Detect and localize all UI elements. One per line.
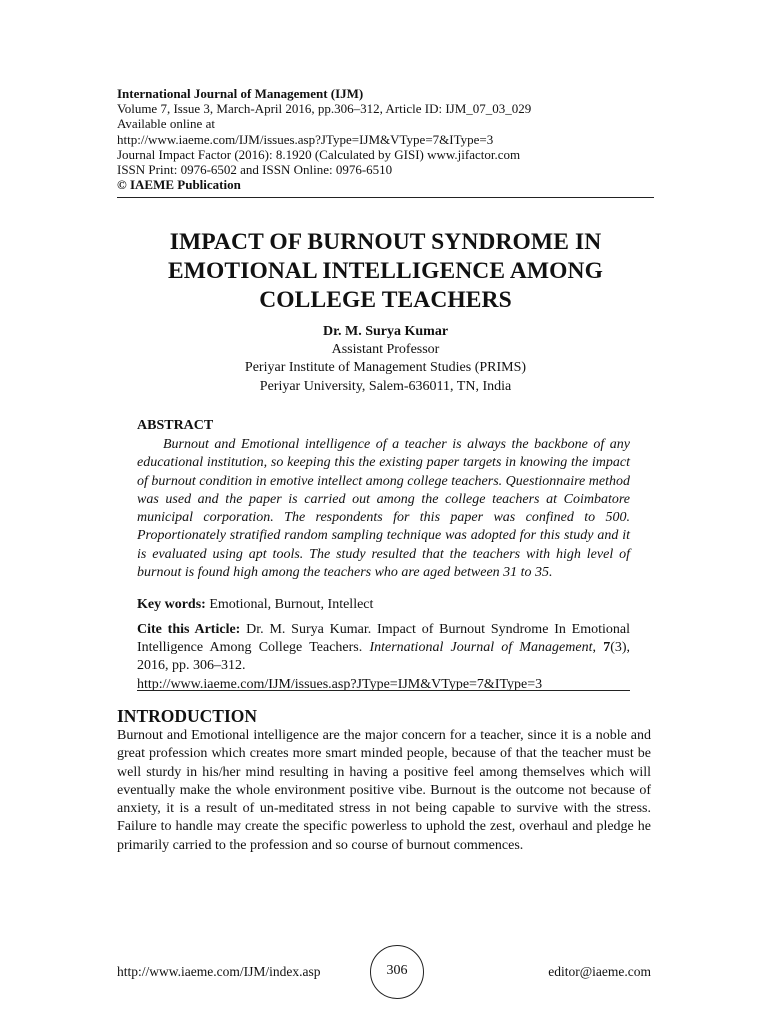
footer-email[interactable]: editor@iaeme.com (548, 964, 651, 979)
cite-url[interactable]: http://www.iaeme.com/IJM/issues.asp?JType=IJM&VType=7&IType=3 (137, 676, 543, 692)
cite-rest: (3), 2016, pp. 306–312. (137, 640, 631, 674)
cite-text: Dr. M. Surya Kumar. Impact of Burnout Syndrome In Emotional Intelligence Among College Teachers. (137, 622, 630, 656)
impact-factor: Journal Impact Factor (2016): 8.1920 (Calculated by GISI) www.jifactor.com (117, 146, 521, 162)
citation: Cite this Article: Dr. M. Surya Kumar. Impact of Burnout Syndrome In Emotional Intelligence Among College Teachers. International Journal of Management, 7(3), 2016, pp. 306–312. http://www.iaeme.com/IJM/issues.asp?JType=IJM&VType=7&IType=3 (137, 621, 630, 694)
journal-name: International Journal of Management (IJM) (117, 86, 364, 101)
cite-volume: 7 (603, 640, 611, 656)
cite-journal: International Journal of Management (369, 640, 593, 656)
cite-label: Cite this Article: (137, 622, 241, 637)
author-institute: Periyar Institute of Management Studies (PRIMS) (244, 360, 527, 376)
author-block (117, 323, 654, 396)
title-line: EMOTIONAL INTELLIGENCE AMONG (167, 258, 603, 284)
author-name: Dr. M. Surya Kumar (322, 324, 449, 339)
header-divider (117, 197, 654, 198)
footer-url[interactable]: http://www.iaeme.com/IJM/index.asp (117, 964, 321, 979)
title-line: IMPACT OF BURNOUT SYNDROME IN (169, 229, 602, 255)
journal-header (117, 86, 657, 192)
introduction-text: Burnout and Emotional intelligence are the major concern for a teacher, since it is a noble and great profession which creates more smart minded people, because of that the teacher must be well sturdy in his/her mind resulting in having a positive feel among themselves which will eventually make the whole environment positive vibe. Burnout is the outcome not because of anxiety, it is a result of un-meditated stress in not being capable to survive with the stress. Failure to handle may create the specific powerless to uphold the zest, overhaul and pledge he primarily carried to the profession and so course of burnout commences. (117, 728, 651, 853)
page-number: 306 (386, 963, 408, 978)
volume-line: Volume 7, Issue 3, March-April 2016, pp.306–312, Article ID: IJM_07_03_029 (117, 101, 532, 117)
available-online: Available online at (117, 116, 215, 132)
title-line: COLLEGE TEACHERS (259, 287, 512, 313)
citation-divider (137, 690, 630, 691)
publisher: © IAEME Publication (117, 177, 241, 193)
author-university: Periyar University, Salem-636011, TN, India (259, 378, 512, 394)
abstract-heading: ABSTRACT (137, 418, 214, 433)
keywords-value: Emotional, Burnout, Intellect (209, 597, 374, 612)
journal-url[interactable]: http://www.iaeme.com/IJM/issues.asp?JType=IJM&VType=7&IType=3 (117, 131, 494, 147)
introduction-heading: INTRODUCTION (117, 706, 258, 726)
keywords (137, 597, 630, 613)
abstract-text: Burnout and Emotional intelligence of a teacher is always the backbone of any educational institution, so keeping this the existing paper targets in knowing the impact of burnout condition in emotive intellect among college teachers. Questionnaire method was used and the paper is carried out among the college teachers at Coimbatore municipal corporation. The respondents for this paper was confined to 500. Proportionately stratified random sampling technique was adopted for this study and it is evaluated using apt tools. The study resulted that the teachers with high level of burnout is found high among the teachers who are aged between 31 to 35. (137, 437, 630, 581)
issn-line: ISSN Print: 0976-6502 and ISSN Online: 0976-6510 (117, 162, 393, 178)
author-position: Assistant Professor (331, 342, 440, 358)
page-number-circle (370, 945, 424, 999)
paper-title (117, 228, 654, 315)
keywords-label: Key words: (137, 597, 206, 612)
